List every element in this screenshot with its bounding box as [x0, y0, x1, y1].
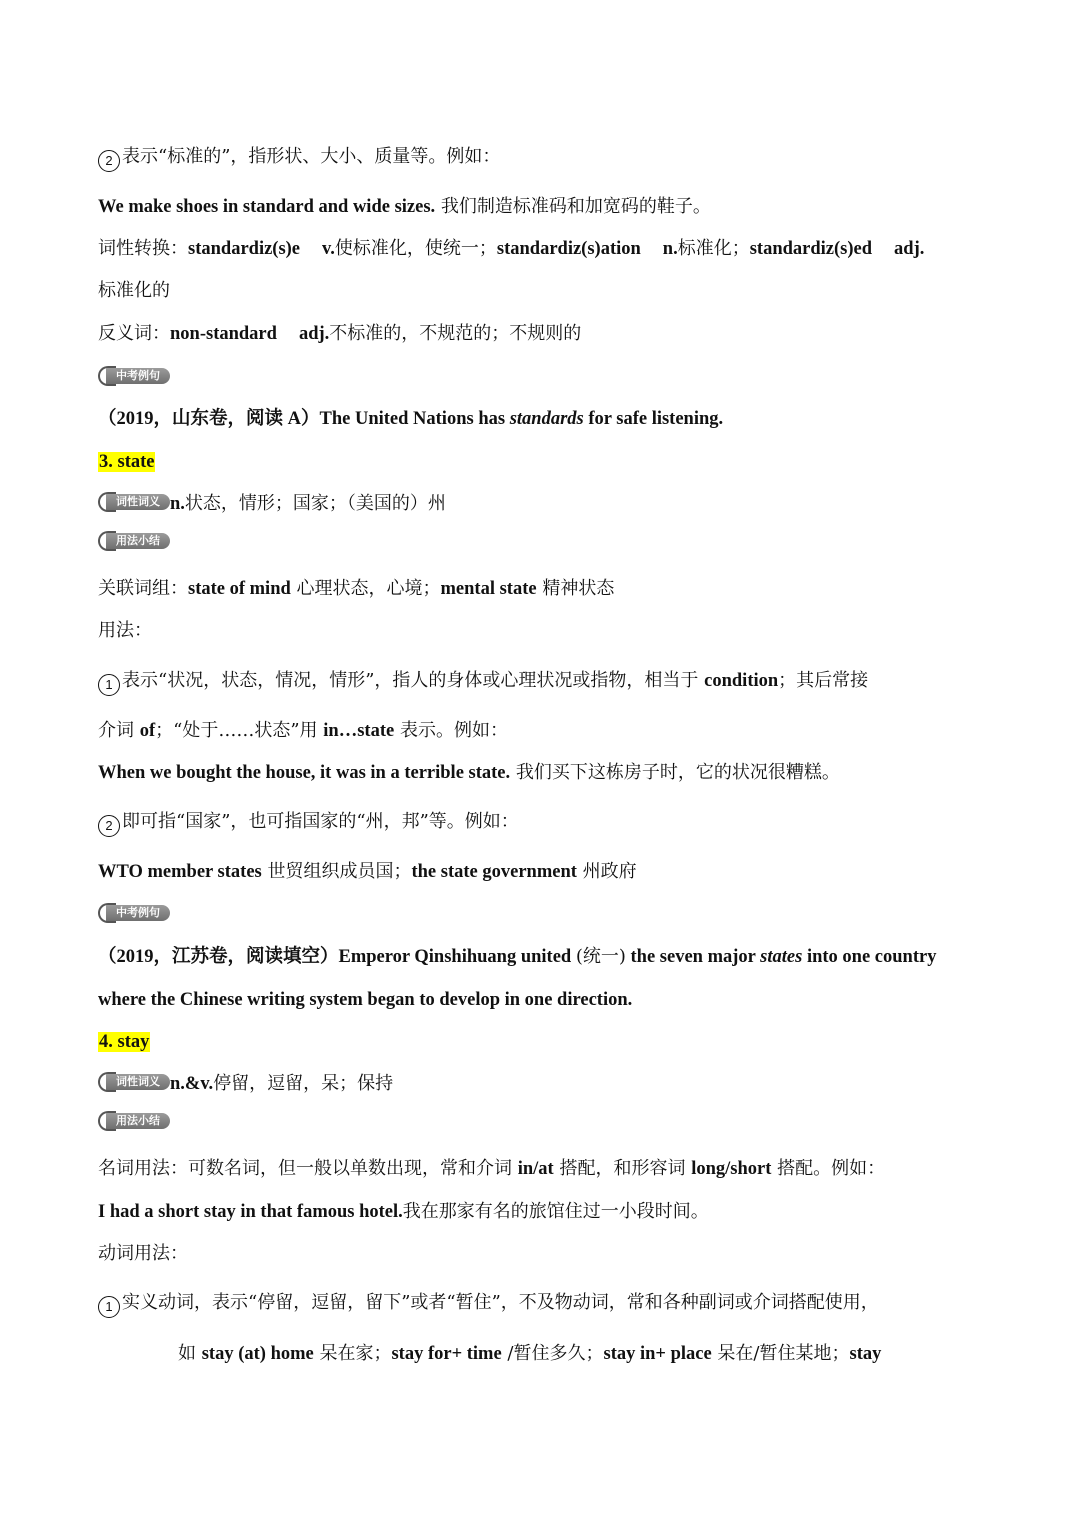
usage-summary-tag-label: 用法小结 [106, 533, 170, 549]
state-exam-zh-gloss: (统一) [575, 946, 626, 967]
state-exam-example-cont [98, 988, 986, 1012]
state-usage-item-1 [98, 669, 986, 696]
circled-number-1: 1 [98, 1296, 120, 1318]
state-usage-item-1-cont [98, 719, 986, 743]
state-phrases [98, 577, 986, 601]
pos-meaning-tag-label: 词性词义 [106, 494, 170, 510]
state-example-1 [98, 761, 986, 785]
standard-conversion-cont [98, 279, 986, 303]
state-item1-of: of [139, 721, 156, 741]
stay-phrase-2-zh: /暂住多久； [507, 1343, 604, 1364]
antonym-label: 反义词： [98, 323, 170, 344]
state-item2-text: 即可指“国家”，也可指国家的“州，邦”等。例如： [122, 811, 519, 832]
stay-pos-line [98, 1072, 986, 1096]
stay-phrase-1: stay (at) home [201, 1344, 314, 1364]
state-example-2-zh-1: 世贸组织成员国； [267, 861, 412, 882]
state-example-2-zh-2: 州政府 [582, 861, 637, 882]
stay-verb-label-line [98, 1242, 986, 1266]
stay-phrase-3: stay in+ place [603, 1344, 712, 1364]
exam-example-tag [98, 366, 170, 386]
state-exam-part-4: where the Chinese writing system began to develop in one direction. [98, 990, 633, 1010]
stay-pos: n.&v. [170, 1074, 214, 1094]
exam-example-tag-label: 中考例句 [106, 905, 170, 921]
stay-item1-text: 实义动词，表示“停留，逗留，留下”或者“暂住”，不及物动词，常和各种副词或介词搭配使用， [122, 1292, 879, 1313]
antonym-word: non-standard [170, 324, 277, 344]
state-heading: 3. state [99, 452, 155, 472]
conversion-word-1: standardiz(s)e [188, 239, 301, 259]
standard-example [98, 195, 986, 219]
state-usage-label: 用法： [98, 620, 152, 641]
state-item1-text-a: 表示“状况，状态，情况，情形”，指人的身体或心理状况或指物，相当于 [122, 670, 699, 691]
standard-item2-text: 表示“标准的”，指形状、大小、质量等。例如： [122, 146, 501, 167]
stay-example-en: I had a short stay in that famous hotel. [98, 1202, 403, 1222]
state-item1-in-state: in…state [323, 721, 395, 741]
phrases-label: 关联词组： [98, 578, 188, 599]
pos-meaning-tag [98, 492, 170, 512]
state-example-1-zh: 我们买下这栋房子时，它的状况很糟糕。 [515, 762, 840, 783]
noun-usage-in-at: in/at [517, 1159, 554, 1179]
state-item1-condition: condition [704, 671, 779, 691]
stay-example-zh: 我在那家有名的旅馆住过一小段时间。 [402, 1201, 709, 1222]
conversion-pos-2: n. [662, 239, 678, 259]
state-exam-example [98, 945, 986, 969]
conversion-meaning-1: 使标准化，使统一； [334, 238, 497, 259]
standard-antonym [98, 322, 986, 346]
state-example-1-en: When we bought the house, it was in a terrible state. [98, 763, 511, 783]
stay-phrase-4: stay [849, 1344, 882, 1364]
standard-example-zh: 我们制造标准码和加宽码的鞋子。 [440, 196, 711, 217]
state-exam-keyword: states [760, 947, 803, 967]
conversion-pos-1: v. [322, 239, 335, 259]
exam-sentence-part-2: for safe listening. [583, 409, 724, 429]
phrase-1-meaning: 心理状态，心境； [296, 578, 441, 599]
circled-number-2: 2 [98, 815, 120, 837]
exam-sentence-part-1: The United Nations has [319, 409, 510, 429]
state-item1-text-b: ；其后常接 [778, 670, 869, 691]
exam-example-tag-label: 中考例句 [106, 368, 170, 384]
state-pos-line [98, 492, 986, 516]
stay-verb-item-1 [98, 1291, 986, 1318]
antonym-meaning: 不标准的，不规范的；不规则的 [329, 323, 582, 344]
verb-usage-label: 动词用法： [98, 1243, 188, 1264]
stay-verb-examples [178, 1342, 986, 1366]
stay-noun-example [98, 1200, 986, 1224]
circled-number-2: 2 [98, 150, 120, 172]
state-pos: n. [170, 494, 185, 514]
state-example-2-en-1: WTO member states [98, 862, 262, 882]
state-heading-line [98, 450, 986, 474]
state-item1-text-c: 介词 [98, 720, 134, 741]
conversion-label: 词性转换： [98, 238, 188, 259]
standard-usage-item-2 [98, 145, 986, 172]
exam-source: （2019，山东卷，阅读 A） [98, 409, 320, 429]
phrase-2: mental state [440, 579, 537, 599]
conversion-word-3: standardiz(s)ed [749, 239, 873, 259]
state-example-2 [98, 860, 986, 884]
stay-examples-lead: 如 [178, 1343, 196, 1364]
conversion-pos-3: adj. [894, 239, 925, 259]
state-example-2-en-2: the state government [411, 862, 577, 882]
state-usage-item-2 [98, 810, 986, 837]
noun-usage-label: 名词用法： [98, 1158, 188, 1179]
phrase-2-meaning: 精神状态 [542, 578, 615, 599]
pos-meaning-tag-label: 词性词义 [106, 1074, 170, 1090]
exam-example-tag [98, 903, 170, 923]
noun-usage-text-a: 可数名词，但一般以单数出现，常和介词 [188, 1158, 512, 1179]
state-exam-part-2: the seven major [625, 947, 761, 967]
state-item1-text-d: ；“处于……状态”用 [155, 720, 318, 741]
conversion-word-2: standardiz(s)ation [496, 239, 641, 259]
exam-sentence-keyword: standards [509, 409, 584, 429]
circled-number-1: 1 [98, 674, 120, 696]
stay-phrase-2: stay for+ time [391, 1344, 502, 1364]
stay-heading-line [98, 1030, 986, 1054]
stay-phrase-1-zh: 呆在家； [319, 1343, 392, 1364]
noun-usage-text-c: 搭配。例如： [777, 1158, 886, 1179]
state-item1-text-e: 表示。例如： [399, 720, 508, 741]
noun-usage-long-short: long/short [691, 1159, 772, 1179]
pos-meaning-tag [98, 1072, 170, 1092]
state-exam-part-3: into one country [802, 947, 937, 967]
conversion-meaning-3: 标准化的 [98, 280, 170, 301]
state-meanings: 状态，情形；国家；（美国的）州 [184, 493, 446, 514]
usage-summary-tag-label: 用法小结 [106, 1113, 170, 1129]
standard-example-en: We make shoes in standard and wide sizes. [98, 197, 436, 217]
conversion-meaning-2: 标准化； [677, 238, 750, 259]
usage-summary-tag [98, 531, 170, 551]
stay-phrase-3-zh: 呆在/暂住某地； [717, 1343, 850, 1364]
state-usage-label-line [98, 619, 986, 643]
noun-usage-text-b: 搭配，和形容词 [559, 1158, 686, 1179]
stay-noun-usage [98, 1157, 986, 1181]
stay-heading: 4. stay [99, 1032, 150, 1052]
state-exam-source: （2019，江苏卷，阅读填空） [98, 947, 339, 967]
standard-conversion [98, 237, 986, 261]
usage-summary-tag [98, 1111, 170, 1131]
stay-meanings: 停留，逗留，呆；保持 [213, 1073, 394, 1094]
state-exam-part-1: Emperor Qinshihuang united [338, 947, 576, 967]
standard-exam-example [98, 407, 986, 431]
phrase-1: state of mind [188, 579, 291, 599]
antonym-pos: adj. [298, 324, 330, 344]
